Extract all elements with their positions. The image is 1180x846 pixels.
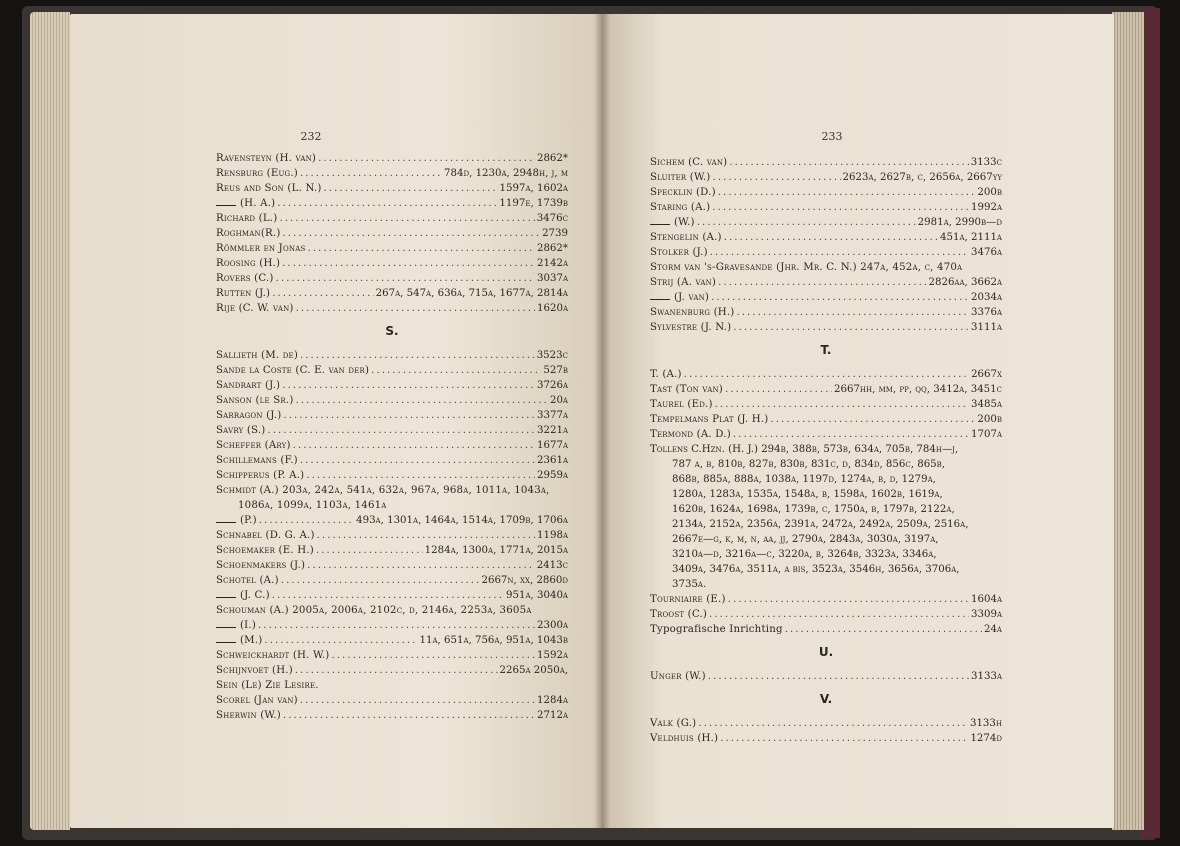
index-entry bbox=[216, 498, 568, 513]
entry-references: 20a bbox=[549, 395, 568, 406]
entry-name: Römmler en Jonas bbox=[216, 243, 306, 254]
entry-name: (H. A.) bbox=[240, 198, 276, 209]
entry-name: Storm van 's-Gravesande (Jhr. Mr. C. N.) 247a, 452a, c, 470a bbox=[650, 262, 963, 273]
dot-leader bbox=[283, 226, 541, 241]
ditto-dash bbox=[216, 205, 236, 206]
entry-name: (M.) bbox=[240, 635, 263, 646]
index-entry bbox=[650, 245, 1002, 260]
index-entry bbox=[216, 573, 568, 588]
entry-references: 3111a bbox=[971, 322, 1002, 333]
entry-references: 3377a bbox=[537, 410, 568, 421]
dot-leader bbox=[272, 588, 504, 603]
entry-name: Stengelin (A.) bbox=[650, 232, 722, 243]
entry-references: 2034a bbox=[971, 292, 1002, 303]
right-page bbox=[602, 14, 1114, 828]
index-entry bbox=[650, 382, 1002, 397]
dot-leader bbox=[264, 633, 417, 648]
entry-name: Rensburg (Eug.) bbox=[216, 168, 298, 179]
index-entry bbox=[650, 412, 1002, 427]
entry-references: 1604a bbox=[971, 594, 1002, 605]
entry-name: Sichem (C. van) bbox=[650, 157, 728, 168]
section-heading-v: V. bbox=[819, 692, 833, 706]
entry-references: 2981a, 2990b—d bbox=[917, 217, 1002, 228]
index-entry bbox=[650, 260, 1002, 275]
dot-leader bbox=[283, 708, 535, 723]
index-entry bbox=[216, 528, 568, 543]
left-page bbox=[70, 14, 602, 828]
dot-leader bbox=[698, 716, 968, 731]
ditto-dash bbox=[216, 522, 236, 523]
entry-references: 3376a bbox=[971, 307, 1002, 318]
entry-name: Sein (Le) Zie Lesire. bbox=[216, 680, 319, 691]
entry-name: Richard (L.) bbox=[216, 213, 278, 224]
entry-references: 3133c bbox=[970, 157, 1002, 168]
dot-leader bbox=[724, 230, 938, 245]
entry-name: Tast (Ton van) bbox=[650, 384, 723, 395]
dot-leader bbox=[295, 663, 498, 678]
entry-references: 3221a bbox=[537, 425, 568, 436]
entry-name: 1086a, 1099a, 1103a, 1461a bbox=[238, 500, 387, 511]
index-entry bbox=[216, 408, 568, 423]
entry-name: (J. van) bbox=[674, 292, 710, 303]
index-entry bbox=[216, 693, 568, 708]
dot-leader bbox=[258, 618, 535, 633]
entry-name: Schouman (A.) 2005a, 2006a, 2102c, d, 2146a, 2253a, 3605a bbox=[216, 605, 532, 616]
entry-name: Strij (A. van) bbox=[650, 277, 717, 288]
dot-leader bbox=[282, 378, 535, 393]
dot-leader bbox=[770, 412, 975, 427]
dot-leader bbox=[318, 151, 535, 166]
entry-name: Roghman(R.) bbox=[216, 228, 281, 239]
tollens-line: 3735a. bbox=[672, 579, 707, 590]
index-entry bbox=[216, 378, 568, 393]
entry-references: 784d, 1230a, 2948h, j, m bbox=[444, 168, 568, 179]
tollens-line: 3409a, 3476a, 3511a, a bis, 3523a, 3546h, 3656a, 3706a, bbox=[672, 564, 960, 575]
entry-references: 951a, 3040a bbox=[506, 590, 568, 601]
entry-name: (J. C.) bbox=[240, 590, 270, 601]
page-stack-right bbox=[1112, 12, 1144, 830]
dot-leader bbox=[729, 155, 968, 170]
dot-leader bbox=[300, 348, 535, 363]
index-entry bbox=[650, 170, 1002, 185]
entry-name: Schotel (A.) bbox=[216, 575, 279, 586]
tollens-line: 2134a, 2152a, 2356a, 2391a, 2472a, 2492a, 2509a, 2516a, bbox=[672, 519, 969, 530]
entry-name: Schmidt (A.) 203a, 242a, 541a, 632a, 967a, 968a, 1011a, 1043a, bbox=[216, 485, 550, 496]
entry-references: 1284a, 1300a, 1771a, 2015a bbox=[424, 545, 568, 556]
index-entry bbox=[216, 181, 568, 196]
dot-leader bbox=[283, 408, 535, 423]
entry-name: (W.) bbox=[674, 217, 695, 228]
section-heading-s: S. bbox=[385, 324, 399, 338]
dot-leader bbox=[281, 573, 480, 588]
section-heading-u: U. bbox=[818, 645, 834, 659]
dot-leader bbox=[259, 513, 354, 528]
index-entry bbox=[216, 633, 568, 648]
index-entry bbox=[650, 397, 1002, 412]
index-entry bbox=[650, 731, 1002, 746]
entry-references: 2667hh, mm, pp, qq, 3412a, 3451c bbox=[833, 384, 1002, 395]
entry-name: Typografische Inrichting bbox=[650, 624, 783, 635]
index-group-t bbox=[650, 367, 1002, 442]
entry-name: Valk (G.) bbox=[650, 718, 697, 729]
index-group-r bbox=[216, 151, 568, 316]
index-entry bbox=[650, 185, 1002, 200]
entry-references: 1707a bbox=[971, 429, 1002, 440]
dot-leader bbox=[300, 693, 535, 708]
entry-name: Rutten (J.) bbox=[216, 288, 271, 299]
entry-references: 2826aa, 3662a bbox=[928, 277, 1002, 288]
left-page-number: 232 bbox=[300, 130, 322, 143]
index-entry bbox=[216, 678, 568, 693]
dot-leader bbox=[296, 393, 548, 408]
dot-leader bbox=[331, 648, 535, 663]
entry-name: Schoemaker (E. H.) bbox=[216, 545, 314, 556]
entry-name: Savry (S.) bbox=[216, 425, 266, 436]
tollens-line: 3210a—d, 3216a—c, 3220a, b, 3264b, 3323a, 3346a, bbox=[672, 549, 937, 560]
book-gutter bbox=[594, 14, 610, 828]
entry-name: Scorel (Jan van) bbox=[216, 695, 298, 706]
entry-references: 200b bbox=[977, 187, 1002, 198]
entry-name: Sylvestre (J. N.) bbox=[650, 322, 732, 333]
dot-leader bbox=[697, 215, 916, 230]
entry-name: Tempelmans Plat (J. H.) bbox=[650, 414, 769, 425]
entry-references: 1597a, 1602a bbox=[499, 183, 568, 194]
entry-name: Unger (W.) bbox=[650, 671, 706, 682]
dot-leader bbox=[684, 367, 969, 382]
index-entry bbox=[216, 543, 568, 558]
entry-name: Sanson (le Sr.) bbox=[216, 395, 294, 406]
index-entry bbox=[216, 648, 568, 663]
entry-references: 200b bbox=[977, 414, 1002, 425]
index-entry bbox=[216, 708, 568, 723]
entry-name: (I.) bbox=[240, 620, 257, 631]
dot-leader bbox=[715, 397, 969, 412]
entry-references: 24a bbox=[983, 624, 1002, 635]
index-entry bbox=[216, 363, 568, 378]
tollens-line: 1620b, 1624a, 1698a, 1739b, c, 1750a, b, 1797b, 2122a, bbox=[672, 504, 955, 515]
entry-name: Sluiter (W.) bbox=[650, 172, 711, 183]
dot-leader bbox=[296, 301, 535, 316]
dot-leader bbox=[720, 731, 968, 746]
tollens-line: 2667e—g, k, m, n, aa, jj, 2790a, 2843a, 3030a, 3197a, bbox=[672, 534, 939, 545]
dot-leader bbox=[733, 320, 969, 335]
index-entry bbox=[216, 663, 568, 678]
entry-references: 2265a 2050a, bbox=[499, 665, 568, 676]
dot-leader bbox=[279, 211, 534, 226]
ditto-dash bbox=[650, 299, 670, 300]
index-group-v bbox=[650, 716, 1002, 746]
index-entry bbox=[650, 669, 1002, 684]
entry-name: Stolker (J.) bbox=[650, 247, 708, 258]
index-entry bbox=[650, 716, 1002, 731]
entry-name: Roosing (H.) bbox=[216, 258, 281, 269]
dot-leader bbox=[733, 427, 969, 442]
entry-name: Sallieth (M. de) bbox=[216, 350, 298, 361]
dot-leader bbox=[272, 286, 373, 301]
index-entry bbox=[216, 618, 568, 633]
dot-leader bbox=[276, 271, 535, 286]
entry-references: 1620a bbox=[537, 303, 568, 314]
index-entry bbox=[650, 320, 1002, 335]
dot-leader bbox=[718, 185, 976, 200]
index-entry bbox=[650, 155, 1002, 170]
tollens-line: 1280a, 1283a, 1535a, 1548a, b, 1598a, 1602b, 1619a, bbox=[672, 489, 943, 500]
index-entry bbox=[216, 271, 568, 286]
entry-name: Sandrart (J.) bbox=[216, 380, 281, 391]
dot-leader bbox=[736, 305, 969, 320]
index-entry bbox=[216, 286, 568, 301]
entry-references: 1992a bbox=[971, 202, 1002, 213]
entry-name: Termond (A. D.) bbox=[650, 429, 731, 440]
index-entry bbox=[216, 483, 568, 498]
right-page-number: 233 bbox=[821, 130, 843, 143]
entry-references: 1198a bbox=[537, 530, 568, 541]
index-group-t-continued bbox=[650, 592, 1002, 637]
entry-references: 267a, 547a, 636a, 715a, 1677a, 2814a bbox=[375, 288, 568, 299]
entry-references: 1284a bbox=[537, 695, 568, 706]
index-entry bbox=[216, 211, 568, 226]
page-stack-left bbox=[30, 12, 70, 830]
dot-leader bbox=[711, 290, 969, 305]
index-entry bbox=[650, 592, 1002, 607]
left-index-column bbox=[216, 151, 568, 723]
index-entry bbox=[650, 607, 1002, 622]
entry-references: 3476a bbox=[971, 247, 1002, 258]
index-group-s-continued bbox=[650, 155, 1002, 335]
entry-references: 11a, 651a, 756a, 951a, 1043b bbox=[419, 635, 568, 646]
entry-name: Reus and Son (L. N.) bbox=[216, 183, 322, 194]
entry-references: 3476c bbox=[536, 213, 568, 224]
entry-references: 2361a bbox=[537, 455, 568, 466]
ditto-dash bbox=[216, 642, 236, 643]
dot-leader bbox=[324, 181, 498, 196]
tollens-line: Tollens C.Hzn. (H. J.) 294b, 388b, 573b, 634a, 705b, 784h—j, bbox=[650, 444, 959, 455]
index-entry bbox=[650, 622, 1002, 637]
dot-leader bbox=[371, 363, 541, 378]
dot-leader bbox=[307, 558, 535, 573]
entry-references: 2667n, xx, 2860d bbox=[481, 575, 568, 586]
entry-name: Rije (C. W. van) bbox=[216, 303, 294, 314]
dot-leader bbox=[300, 453, 535, 468]
entry-references: 2142a bbox=[537, 258, 568, 269]
dot-leader bbox=[712, 200, 969, 215]
ditto-dash bbox=[216, 597, 236, 598]
ditto-dash bbox=[216, 627, 236, 628]
entry-references: 2667x bbox=[971, 369, 1002, 380]
entry-name: Ravensteyn (H. van) bbox=[216, 153, 317, 164]
index-entry bbox=[650, 200, 1002, 215]
entry-name: Sherwin (W.) bbox=[216, 710, 281, 721]
entry-name: Staring (A.) bbox=[650, 202, 711, 213]
index-entry bbox=[216, 558, 568, 573]
index-entry bbox=[216, 256, 568, 271]
index-entry bbox=[216, 151, 568, 166]
index-entry bbox=[216, 393, 568, 408]
dot-leader bbox=[718, 275, 926, 290]
entry-name: Veldhuis (H.) bbox=[650, 733, 719, 744]
dot-leader bbox=[307, 241, 534, 256]
index-entry bbox=[216, 468, 568, 483]
entry-references: 1677a bbox=[537, 440, 568, 451]
dot-leader bbox=[710, 245, 969, 260]
dot-leader bbox=[277, 196, 497, 211]
entry-references: 451a, 2111a bbox=[940, 232, 1002, 243]
entry-references: 2413c bbox=[536, 560, 568, 571]
entry-name: Schnabel (D. G. A.) bbox=[216, 530, 315, 541]
entry-name: Taurel (Ed.) bbox=[650, 399, 713, 410]
index-entry bbox=[216, 348, 568, 363]
index-entry bbox=[650, 215, 1002, 230]
entry-name: Schipperus (P. A.) bbox=[216, 470, 305, 481]
entry-references: 3309a bbox=[971, 609, 1002, 620]
entry-references: 2739 bbox=[542, 228, 568, 239]
index-entry-tollens bbox=[650, 442, 1002, 592]
entry-name: T. (A.) bbox=[650, 369, 682, 380]
entry-references: 3523c bbox=[536, 350, 568, 361]
entry-name: Scheffer (Ary) bbox=[216, 440, 291, 451]
dot-leader bbox=[725, 382, 832, 397]
dot-leader bbox=[282, 256, 535, 271]
tollens-line: 787 a, b, 810b, 827b, 830b, 831c, d, 834d, 856c, 865b, bbox=[672, 459, 946, 470]
entry-name: Sarragon (J.) bbox=[216, 410, 282, 421]
tollens-line: 868b, 885a, 888a, 1038a, 1197d, 1274a, b, d, 1279a, bbox=[672, 474, 936, 485]
dot-leader bbox=[709, 607, 969, 622]
entry-references: 2300a bbox=[537, 620, 568, 631]
dot-leader bbox=[293, 438, 535, 453]
index-entry bbox=[216, 453, 568, 468]
index-entry bbox=[216, 423, 568, 438]
entry-references: 3037a bbox=[537, 273, 568, 284]
entry-name: Schillemans (F.) bbox=[216, 455, 298, 466]
entry-name: Schoenmakers (J.) bbox=[216, 560, 306, 571]
index-entry bbox=[216, 603, 568, 618]
entry-name: Sande la Coste (C. E. van der) bbox=[216, 365, 370, 376]
index-entry bbox=[650, 290, 1002, 305]
entry-name: Schijnvoet (H.) bbox=[216, 665, 293, 676]
entry-references: 2959a bbox=[537, 470, 568, 481]
index-entry bbox=[650, 305, 1002, 320]
entry-name: Tourniaire (E.) bbox=[650, 594, 726, 605]
dot-leader bbox=[267, 423, 535, 438]
entry-name: Troost (C.) bbox=[650, 609, 708, 620]
ditto-dash bbox=[650, 224, 670, 225]
dot-leader bbox=[317, 528, 535, 543]
entry-name: Rovers (C.) bbox=[216, 273, 274, 284]
entry-name: Swanenburg (H.) bbox=[650, 307, 735, 318]
dot-leader bbox=[785, 622, 982, 637]
index-entry bbox=[216, 226, 568, 241]
index-entry bbox=[650, 275, 1002, 290]
index-entry bbox=[216, 166, 568, 181]
index-entry bbox=[650, 427, 1002, 442]
entry-references: 2623a, 2627b, c, 2656a, 2667yy bbox=[842, 172, 1002, 183]
dot-leader bbox=[306, 468, 535, 483]
entry-references: 3726a bbox=[537, 380, 568, 391]
entry-references: 3133a bbox=[971, 671, 1002, 682]
dot-leader bbox=[300, 166, 442, 181]
index-entry bbox=[650, 367, 1002, 382]
entry-references: 493a, 1301a, 1464a, 1514a, 1709b, 1706a bbox=[356, 515, 568, 526]
index-entry bbox=[216, 513, 568, 528]
section-heading-t: T. bbox=[820, 343, 832, 357]
entry-references: 1592a bbox=[537, 650, 568, 661]
dot-leader bbox=[728, 592, 969, 607]
entry-references: 3485a bbox=[971, 399, 1002, 410]
index-entry bbox=[216, 438, 568, 453]
entry-references: 1274d bbox=[970, 733, 1002, 744]
right-index-column bbox=[650, 155, 1002, 746]
index-entry bbox=[650, 230, 1002, 245]
entry-references: 2862* bbox=[536, 243, 568, 254]
entry-name: (P.) bbox=[240, 515, 257, 526]
index-group-s bbox=[216, 348, 568, 723]
entry-references: 1197e, 1739b bbox=[499, 198, 568, 209]
index-entry bbox=[216, 301, 568, 316]
entry-name: Schweickhardt (H. W.) bbox=[216, 650, 330, 661]
entry-references: 527b bbox=[543, 365, 568, 376]
index-entry bbox=[216, 241, 568, 256]
entry-references: 3133h bbox=[969, 718, 1002, 729]
index-group-u bbox=[650, 669, 1002, 684]
dot-leader bbox=[712, 170, 840, 185]
index-entry bbox=[216, 196, 568, 211]
index-entry bbox=[216, 588, 568, 603]
dot-leader bbox=[316, 543, 423, 558]
entry-references: 2712a bbox=[537, 710, 568, 721]
entry-name: Specklin (D.) bbox=[650, 187, 716, 198]
dot-leader bbox=[708, 669, 969, 684]
entry-references: 2862* bbox=[536, 153, 568, 164]
